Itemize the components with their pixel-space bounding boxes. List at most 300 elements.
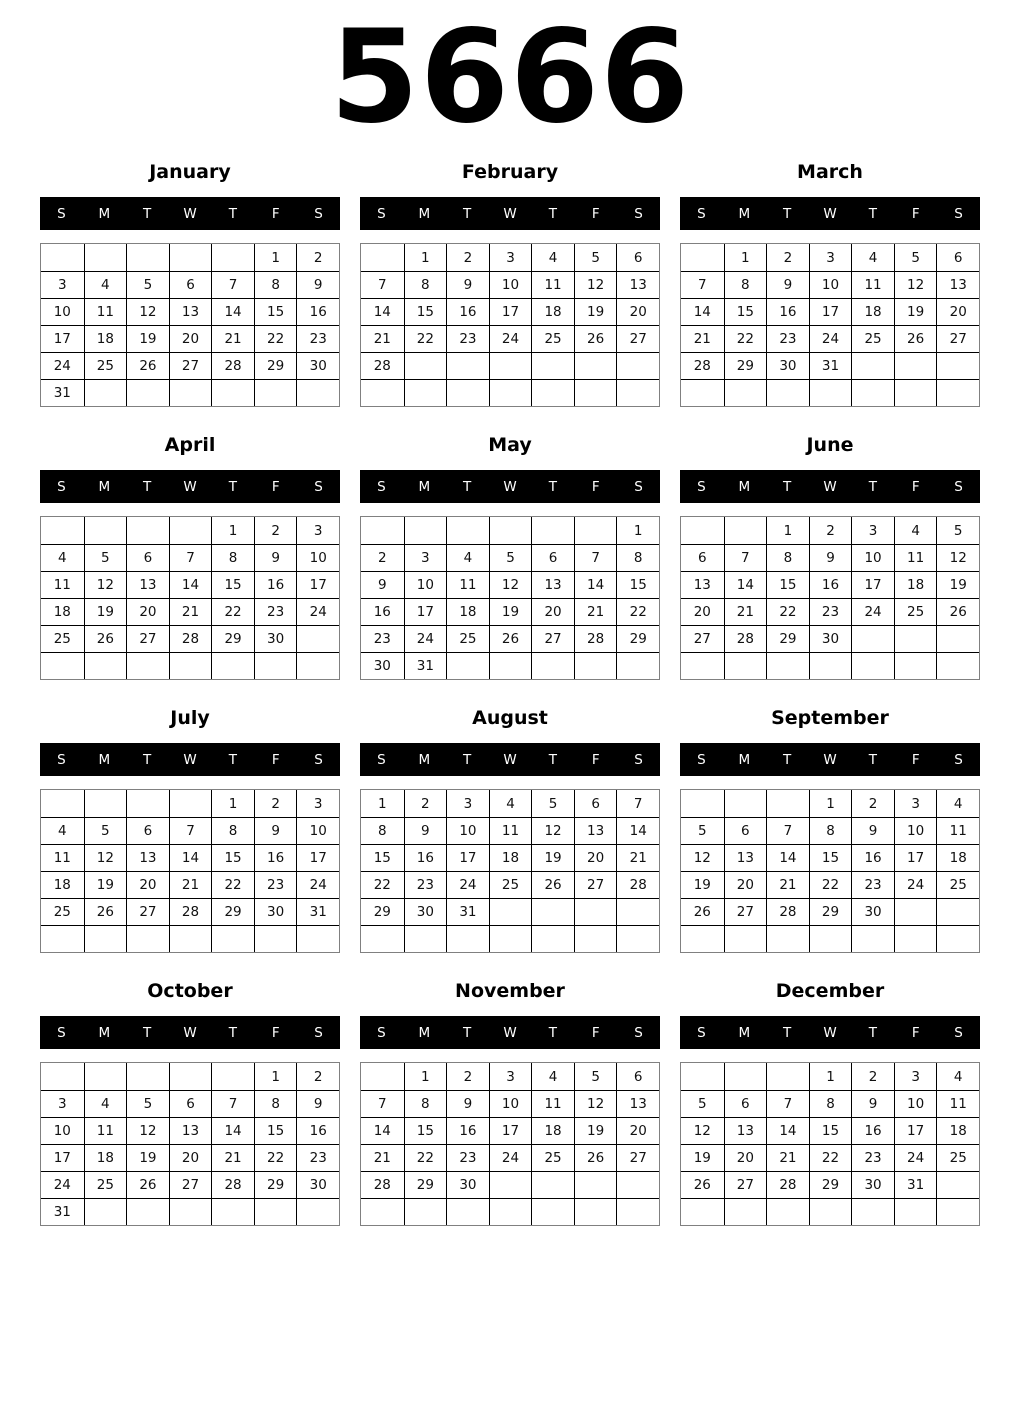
month-grid [680,789,980,953]
weekday-header [680,743,980,776]
weekday-label: M [98,478,111,495]
day-cell: 5 [531,790,574,817]
day-cell [936,925,979,952]
day-cell: 13 [126,571,169,598]
day-cell: 9 [851,1090,894,1117]
day-cell [84,925,127,952]
day-cell: 19 [126,325,169,352]
day-cell: 26 [531,871,574,898]
weekday-label: S [954,751,963,768]
weekday-label: T [143,205,152,222]
month-grid [680,1062,980,1226]
weekday-label: W [503,751,517,768]
weekday-label: F [271,751,280,768]
day-cell: 22 [211,871,254,898]
day-cell [616,379,659,406]
day-cell: 21 [766,1144,809,1171]
day-cell: 21 [361,1144,404,1171]
day-cell: 9 [254,544,297,571]
day-cell: 1 [404,1063,447,1090]
day-cell: 15 [211,844,254,871]
day-cell [489,352,532,379]
day-cell: 18 [936,844,979,871]
month-title: September [771,707,889,729]
day-cell: 14 [766,844,809,871]
month-block-september [680,706,980,953]
weekday-label: S [634,1024,643,1041]
month-title: April [164,434,216,456]
week-row [681,1144,979,1171]
weekday-label: S [314,205,323,222]
day-cell: 18 [894,571,937,598]
day-cell: 24 [489,1144,532,1171]
day-cell: 23 [404,871,447,898]
day-cell [616,352,659,379]
day-cell: 6 [169,1090,212,1117]
week-row [41,298,339,325]
day-cell [254,379,297,406]
day-cell: 10 [41,1117,84,1144]
day-cell: 20 [531,598,574,625]
week-row [681,1117,979,1144]
day-cell [616,1171,659,1198]
day-cell [894,1198,937,1225]
month-block-november [360,979,660,1226]
day-cell: 3 [296,517,339,544]
weekday-header [360,197,660,230]
week-row [41,925,339,952]
day-cell [211,1063,254,1090]
day-cell: 24 [894,1144,937,1171]
weekday-label: W [183,1024,197,1041]
day-cell [254,925,297,952]
week-row [361,1117,659,1144]
day-cell: 4 [41,544,84,571]
day-cell: 17 [404,598,447,625]
day-cell [809,379,852,406]
day-cell: 6 [126,817,169,844]
day-cell [681,379,724,406]
day-cell [531,898,574,925]
day-cell: 4 [936,790,979,817]
day-cell: 11 [84,1117,127,1144]
day-cell: 3 [489,244,532,271]
weekday-label: S [377,478,386,495]
day-cell: 22 [211,598,254,625]
day-cell: 7 [361,271,404,298]
weekday-label: S [954,478,963,495]
week-row [361,271,659,298]
day-cell: 27 [681,625,724,652]
day-cell: 8 [616,544,659,571]
day-cell: 28 [574,625,617,652]
day-cell: 29 [809,898,852,925]
day-cell [724,652,767,679]
weekday-label: T [783,1024,792,1041]
day-cell: 17 [446,844,489,871]
weekday-label: S [57,751,66,768]
day-cell: 22 [254,325,297,352]
day-cell: 18 [936,1117,979,1144]
day-cell: 7 [211,271,254,298]
weekday-label: S [377,1024,386,1041]
weekday-label: M [738,1024,751,1041]
day-cell: 13 [531,571,574,598]
day-cell: 29 [211,898,254,925]
day-cell: 1 [377,795,387,812]
week-row [41,325,339,352]
day-cell [126,1063,169,1090]
day-cell: 4 [531,1063,574,1090]
day-cell: 23 [809,598,852,625]
day-cell: 13 [724,844,767,871]
day-cell: 6 [616,1063,659,1090]
day-cell [574,517,617,544]
day-cell: 23 [361,625,404,652]
day-cell [296,925,339,952]
day-cell: 22 [766,598,809,625]
day-cell: 27 [169,352,212,379]
week-row [41,1171,339,1198]
day-cell: 31 [809,352,852,379]
day-cell [936,625,979,652]
day-cell: 7 [169,544,212,571]
day-cell: 3 [894,1063,937,1090]
day-cell: 12 [489,571,532,598]
week-row [681,571,979,598]
day-cell: 12 [126,298,169,325]
day-cell [404,379,447,406]
month-block-october [40,979,340,1226]
week-row [41,1090,339,1117]
weekday-label: W [823,478,837,495]
weekday-label: F [591,1024,600,1041]
weekday-label: W [183,478,197,495]
day-cell: 18 [41,871,84,898]
day-cell: 1 [211,790,254,817]
month-block-july [40,706,340,953]
day-cell: 18 [41,598,84,625]
day-cell [126,790,169,817]
day-cell: 28 [681,352,724,379]
week-row [681,898,979,925]
week-row [361,790,659,817]
weekday-label: T [463,478,472,495]
day-cell: 25 [84,1171,127,1198]
day-cell: 22 [809,1144,852,1171]
day-cell: 5 [574,1063,617,1090]
day-cell [404,925,447,952]
day-cell: 24 [851,598,894,625]
day-cell: 11 [936,817,979,844]
day-cell: 27 [126,898,169,925]
day-cell: 30 [851,1171,894,1198]
week-row [41,871,339,898]
day-cell: 28 [169,625,212,652]
day-cell: 15 [361,844,404,871]
day-cell: 1 [254,1063,297,1090]
weekday-label: M [738,478,751,495]
day-cell: 13 [936,271,979,298]
day-cell: 26 [489,625,532,652]
day-cell [851,1198,894,1225]
day-cell [724,1063,767,1090]
week-row [361,517,659,544]
weekday-label: S [634,205,643,222]
day-cell: 18 [446,598,489,625]
day-cell [681,1198,724,1225]
day-cell [936,652,979,679]
weekday-label: F [591,478,600,495]
day-cell [446,352,489,379]
week-row [361,817,659,844]
day-cell: 14 [766,1117,809,1144]
day-cell [211,379,254,406]
day-cell: 25 [446,625,489,652]
weekday-label: T [868,205,877,222]
day-cell: 10 [296,817,339,844]
weekday-label: T [463,205,472,222]
day-cell: 14 [211,1117,254,1144]
day-cell: 22 [254,1144,297,1171]
day-cell [724,925,767,952]
day-cell: 28 [724,625,767,652]
day-cell: 20 [126,598,169,625]
day-cell: 11 [41,571,84,598]
day-cell [211,925,254,952]
weekday-label: S [697,1024,706,1041]
day-cell: 15 [809,1117,852,1144]
year-title: 5666 [329,3,691,152]
day-cell: 20 [681,598,724,625]
weekday-label: W [823,751,837,768]
week-row [41,844,339,871]
day-cell: 30 [809,625,852,652]
weekday-label: M [418,478,431,495]
weekday-label: T [143,1024,152,1041]
day-cell: 22 [724,325,767,352]
day-cell: 19 [574,1117,617,1144]
day-cell [41,925,84,952]
month-title: February [461,161,559,183]
week-row [41,1198,339,1225]
day-cell: 2 [446,244,489,271]
day-cell: 27 [724,1171,767,1198]
day-cell: 8 [809,817,852,844]
day-cell: 20 [616,298,659,325]
day-cell: 10 [446,817,489,844]
day-cell: 31 [41,1198,84,1225]
week-row [361,298,659,325]
day-cell: 28 [211,1171,254,1198]
day-cell [766,925,809,952]
day-cell [724,379,767,406]
week-row [681,352,979,379]
day-cell [766,1063,809,1090]
week-row [681,1090,979,1117]
day-cell: 21 [211,1144,254,1171]
week-row [41,1117,339,1144]
day-cell: 14 [681,298,724,325]
day-cell: 15 [766,571,809,598]
day-cell: 23 [446,325,489,352]
day-cell: 29 [616,625,659,652]
day-cell: 6 [936,244,979,271]
month-title: June [806,434,854,456]
day-cell: 17 [41,325,84,352]
week-row [41,652,339,679]
day-cell: 18 [489,844,532,871]
week-row [361,844,659,871]
day-cell [766,1198,809,1225]
day-cell [809,652,852,679]
day-cell: 12 [936,544,979,571]
weekday-label: S [634,478,643,495]
weekday-header [40,1016,340,1049]
month-title: August [472,707,548,729]
day-cell: 12 [531,817,574,844]
day-cell: 22 [404,1144,447,1171]
month-title: December [775,980,885,1002]
weekday-label: T [548,1024,557,1041]
day-cell: 6 [169,271,212,298]
day-cell: 4 [84,1090,127,1117]
month-grid [680,516,980,680]
day-cell: 1 [809,790,852,817]
day-cell: 30 [361,652,404,679]
day-cell: 20 [616,1117,659,1144]
weekday-label: M [738,751,751,768]
day-cell: 13 [616,1090,659,1117]
weekday-label: F [591,205,600,222]
day-cell: 26 [84,898,127,925]
day-cell [296,379,339,406]
weekday-label: W [503,205,517,222]
day-cell: 2 [296,244,339,271]
weekday-label: M [98,1024,111,1041]
day-cell: 3 [809,244,852,271]
day-cell: 26 [894,325,937,352]
day-cell: 22 [616,598,659,625]
day-cell: 30 [404,898,447,925]
day-cell: 21 [169,871,212,898]
day-cell [169,1198,212,1225]
day-cell: 4 [851,244,894,271]
day-cell: 26 [681,1171,724,1198]
weekday-label: F [591,751,600,768]
day-cell: 24 [446,871,489,898]
day-cell [361,1063,404,1090]
weekday-label: W [503,478,517,495]
day-cell [361,379,404,406]
day-cell: 11 [894,544,937,571]
weekday-label: T [783,751,792,768]
day-cell [766,652,809,679]
day-cell: 7 [211,1090,254,1117]
day-cell [894,379,937,406]
day-cell: 26 [126,1171,169,1198]
week-row [361,1144,659,1171]
day-cell [41,1063,84,1090]
day-cell: 29 [254,352,297,379]
day-cell: 10 [404,571,447,598]
day-cell [489,1171,532,1198]
day-cell [126,1198,169,1225]
day-cell: 12 [681,844,724,871]
day-cell [211,652,254,679]
day-cell: 7 [574,544,617,571]
day-cell: 21 [724,598,767,625]
week-row [41,571,339,598]
day-cell: 13 [574,817,617,844]
day-cell: 28 [211,352,254,379]
day-cell: 8 [254,1090,297,1117]
month-grid [40,1062,340,1226]
week-row [361,352,659,379]
day-cell: 23 [766,325,809,352]
week-row [361,1171,659,1198]
day-cell: 15 [404,298,447,325]
day-cell [574,1198,617,1225]
day-cell: 24 [41,352,84,379]
day-cell [724,517,767,544]
day-cell: 14 [211,298,254,325]
day-cell: 21 [616,844,659,871]
day-cell: 4 [84,271,127,298]
month-title: November [455,980,565,1002]
week-row [361,1090,659,1117]
day-cell: 2 [296,1063,339,1090]
weekday-header [40,470,340,503]
day-cell: 16 [296,1117,339,1144]
month-title: March [797,161,863,183]
day-cell: 21 [169,598,212,625]
day-cell: 17 [489,1117,532,1144]
day-cell: 6 [531,544,574,571]
day-cell: 30 [766,352,809,379]
day-cell: 26 [574,325,617,352]
day-cell: 27 [574,871,617,898]
day-cell [489,1198,532,1225]
day-cell: 1 [724,244,767,271]
day-cell: 7 [681,271,724,298]
day-cell [574,379,617,406]
weekday-header [360,1016,660,1049]
day-cell: 24 [489,325,532,352]
day-cell [361,925,404,952]
weekday-label: T [783,205,792,222]
week-row [41,379,339,406]
day-cell [296,1198,339,1225]
week-row [681,871,979,898]
month-block-march [680,160,980,407]
day-cell [404,1198,447,1225]
weekday-label: T [548,205,557,222]
day-cell: 17 [489,298,532,325]
day-cell [894,352,937,379]
day-cell: 1 [254,244,297,271]
week-row [41,271,339,298]
month-title: May [488,434,532,456]
day-cell: 13 [724,1117,767,1144]
day-cell: 26 [84,625,127,652]
day-cell: 19 [126,1144,169,1171]
day-cell [616,652,659,679]
week-row [41,790,339,817]
day-cell: 11 [851,271,894,298]
week-row [681,271,979,298]
day-cell: 4 [936,1063,979,1090]
